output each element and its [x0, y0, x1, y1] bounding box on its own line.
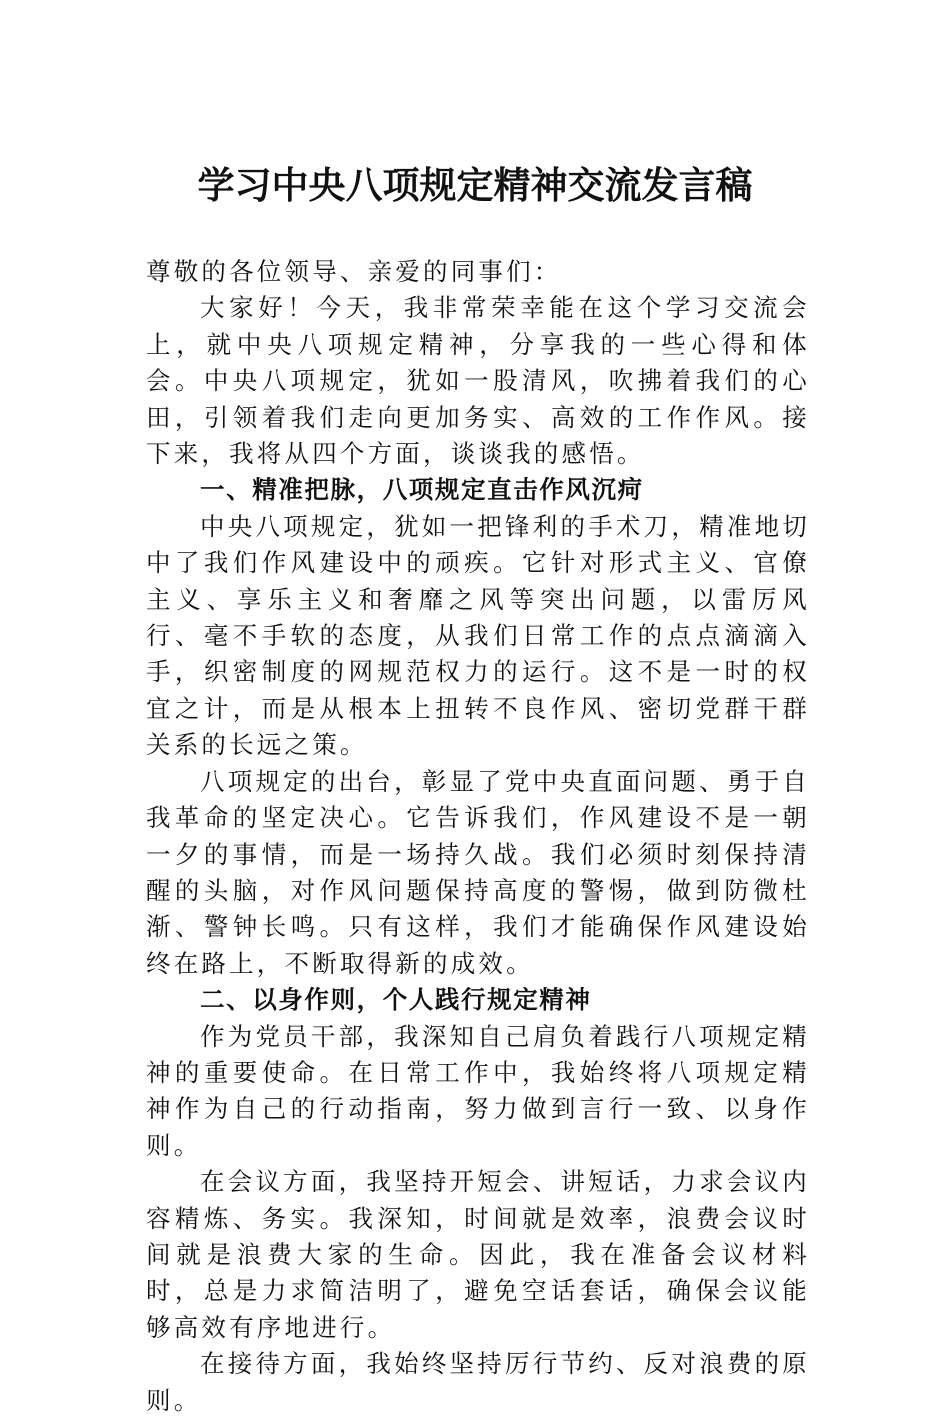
paragraph-section1-a: 中央八项规定，犹如一把锋利的手术刀，精准地切中了我们作风建设中的顽疾。它针对形式主义、官僚主义、享乐主义和奢靡之风等突出问题，以雷厉风行、毫不手软的态度，从我们日常工作的点点滴滴入手，织密制度的网规范权力的运行。这不是一时的权宜之计，而是从根本上扭转不良作风、密切党群干群关系的长远之策。: [146, 511, 810, 760]
paragraph-section2-a: 作为党员干部，我深知自己肩负着践行八项规定精神的重要使命。在日常工作中，我始终将八项规定精神作为自己的行动指南，努力做到言行一致、以身作则。: [146, 1021, 810, 1160]
document-body: [146, 254, 810, 1419]
paragraph-section2-reception: 在接待方面，我始终坚持厉行节约、反对浪费的原则。: [146, 1349, 810, 1415]
paragraph-intro: 大家好！今天，我非常荣幸能在这个学习交流会上，就中央八项规定精神，分享我的一些心得和体会。中央八项规定，犹如一股清风，吹拂着我们的心田，引领着我们走向更加务实、高效的工作作风。接下来，我将从四个方面，谈谈我的感悟。: [146, 293, 810, 469]
paragraph-section1-b: 八项规定的出台，彰显了党中央直面问题、勇于自我革命的坚定决心。它告诉我们，作风建设不是一朝一夕的事情，而是一场持久战。我们必须时刻保持清醒的头脑，对作风问题保持高度的警惕，做到防微杜渐、警钟长鸣。只有这样，我们才能确保作风建设始终在路上，不断取得新的成效。: [146, 766, 810, 978]
section-heading-1: 一、精准把脉，八项规定直击作风沉疴: [200, 475, 644, 505]
document-title: 学习中央八项规定精神交流发言稿: [197, 163, 753, 207]
greeting: 尊敬的各位领导、亲爱的同事们：: [146, 257, 562, 286]
paragraph-section2-meetings: 在会议方面，我坚持开短会、讲短话，力求会议内容精炼、务实。我深知，时间就是效率，浪费会议时间就是浪费大家的生命。因此，我在准备会议材料时，总是力求简洁明了，避免空话套话，确保会议能够高效有序地进行。: [146, 1167, 810, 1342]
section-heading-2: 二、以身作则，个人践行规定精神: [200, 985, 592, 1015]
